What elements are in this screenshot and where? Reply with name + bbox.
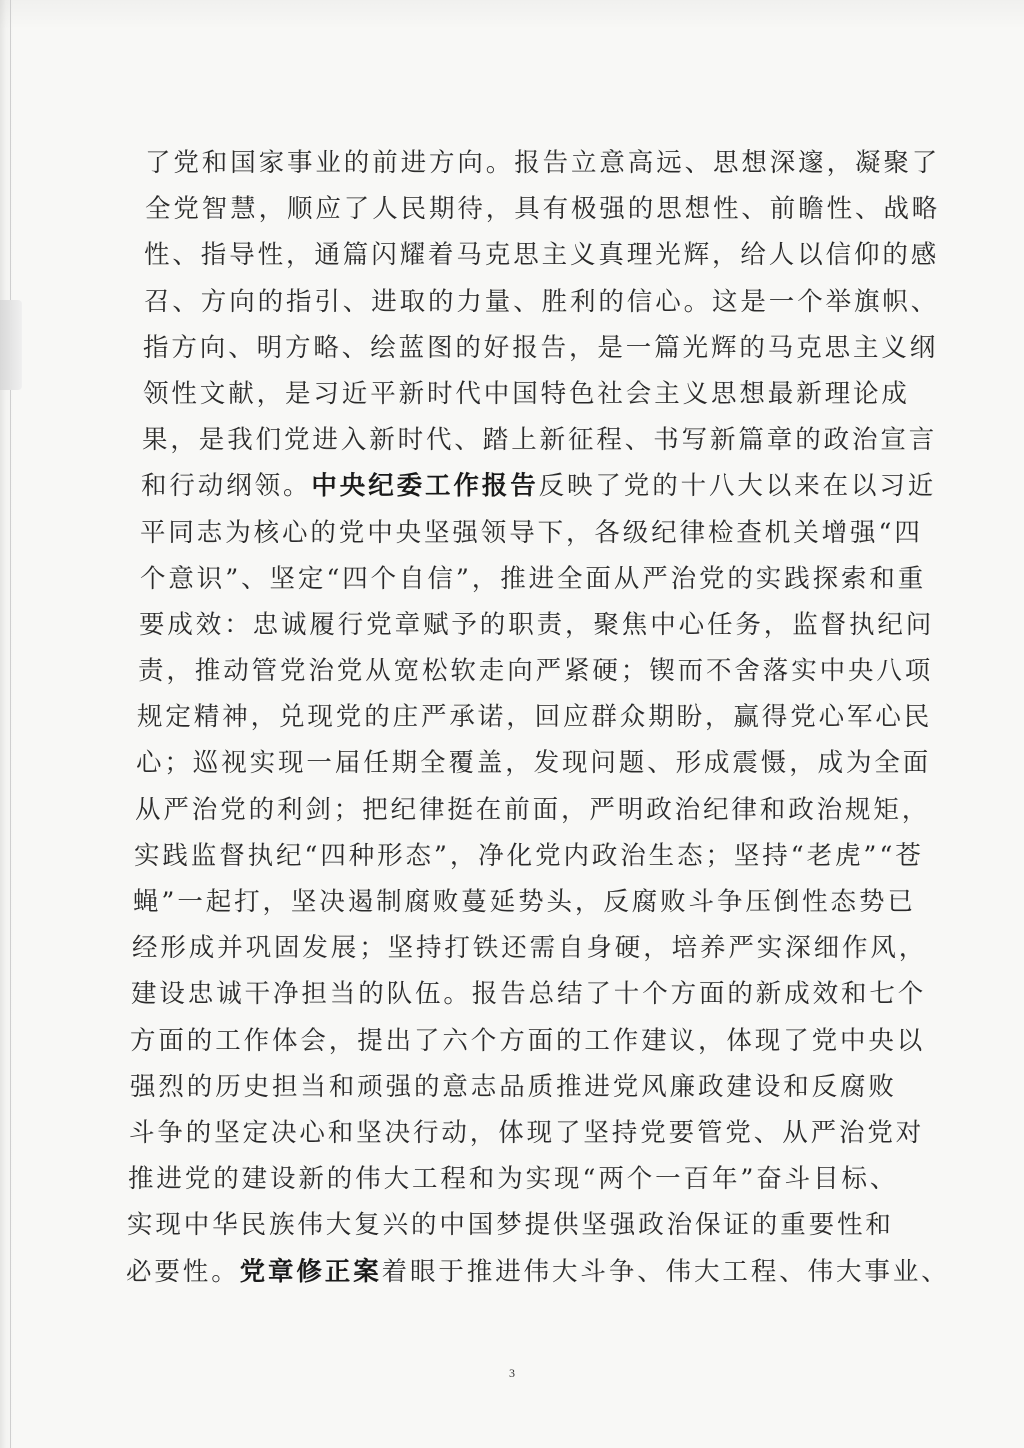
text-line [142,417,938,463]
text-line [140,510,923,556]
body-text [120,140,950,1295]
text-line [130,1064,910,1110]
text-line [129,1110,925,1156]
text-run: 领性文献，是习近平新时代中国特色社会主义思想最新理论成 [143,378,910,409]
bold-heading-term: 中央纪委工作报告 [311,471,539,502]
bold-heading-term: 党章修正案 [239,1256,382,1287]
text-line [128,1156,910,1202]
text-line [137,694,933,740]
text-line [133,879,916,925]
text-line [136,740,932,786]
page-number: 3 [509,1366,515,1380]
text-run: 召、方向的指引、进取的力量、胜利的信心。这是一个举旗帜、 [144,286,940,317]
text-run: 建设忠诚干净担当的队伍。报告总结了十个方面的新成效和七个 [131,979,927,1010]
text-line [143,325,939,371]
text-run: 全党智慧，顺应了人民期待，具有极强的思想性、前瞻性、战略 [145,194,941,225]
text-line [143,371,910,417]
fold-line [10,0,11,1448]
text-run: 反映了党的十八大以来在以习近 [538,471,937,502]
text-line [144,279,940,325]
text-run: 强烈的历史担当和顽强的意志品质推进党风廉政建设和反腐败 [130,1071,897,1102]
text-line [135,787,931,833]
text-line [132,925,928,971]
text-line [145,140,941,186]
text-line [134,833,924,879]
text-line [140,556,927,602]
text-line [126,1249,950,1295]
text-run: 平同志为核心的党中央坚强领导下，各级纪律检查机关增强“四 [140,517,923,548]
text-run: 经形成并巩固发展；坚持打铁还需自身硬，培养严实深细作风， [132,933,928,964]
text-run: 实现中华民族伟大复兴的中国梦提供坚强政治保证的重要性和 [127,1210,894,1241]
text-run: 和行动纲领。 [141,471,312,502]
text-line [144,232,940,278]
text-run: 蝇”一起打，坚决遏制腐败蔓延势头，反腐败斗争压倒性态势已 [133,887,916,917]
text-line [145,186,941,232]
binding-mark [0,300,22,390]
text-run: 责，推动管党治党从宽松软走向严紧硬；锲而不舍落实中央八项 [138,656,934,687]
text-run: 心；巡视实现一届任期全覆盖，发现问题、形成震慑，成为全面 [136,748,932,779]
text-run: 指方向、明方略、绘蓝图的好报告，是一篇光辉的马克思主义纲 [143,332,939,363]
text-line [141,463,937,509]
text-run: 着眼于推进伟大斗争、伟大工程、伟大事业、 [381,1256,950,1287]
text-line [130,1018,926,1064]
text-run: 性、指导性，通篇闪耀着马克思主义真理光辉，给人以信仰的感 [144,240,940,271]
text-run: 实践监督执纪“四种形态”，净化党内政治生态；坚持“老虎”“苍 [134,840,924,871]
text-line [131,971,927,1017]
text-line [139,602,935,648]
text-run: 从严治党的利剑；把纪律挺在前面，严明政治纪律和政治规矩， [135,794,931,825]
text-line [138,648,934,694]
text-run: 斗争的坚定决心和坚决行动，体现了坚持党要管党、从严治党对 [129,1117,925,1148]
text-run: 规定精神，兑现党的庄严承诺，回应群众期盼，赢得党心军心民 [137,702,933,733]
text-run: 了党和国家事业的前进方向。报告立意高远、思想深邃，凝聚了 [145,148,941,178]
text-run: 果，是我们党进入新时代、踏上新征程、书写新篇章的政治宣言 [142,425,938,456]
text-run: 要成效：忠诚履行党章赋予的职责，聚焦中心任务，监督执纪问 [139,609,935,640]
text-run: 推进党的建设新的伟大工程和为实现“两个一百年”奋斗目标、 [128,1164,899,1195]
text-line [127,1202,910,1248]
text-run: 必要性。 [126,1256,240,1287]
text-run: 个意识”、坚定“四个自信”，推进全面从严治党的实践探索和重 [140,563,927,594]
text-run: 方面的工作体会，提出了六个方面的工作建议，体现了党中央以 [130,1025,926,1056]
